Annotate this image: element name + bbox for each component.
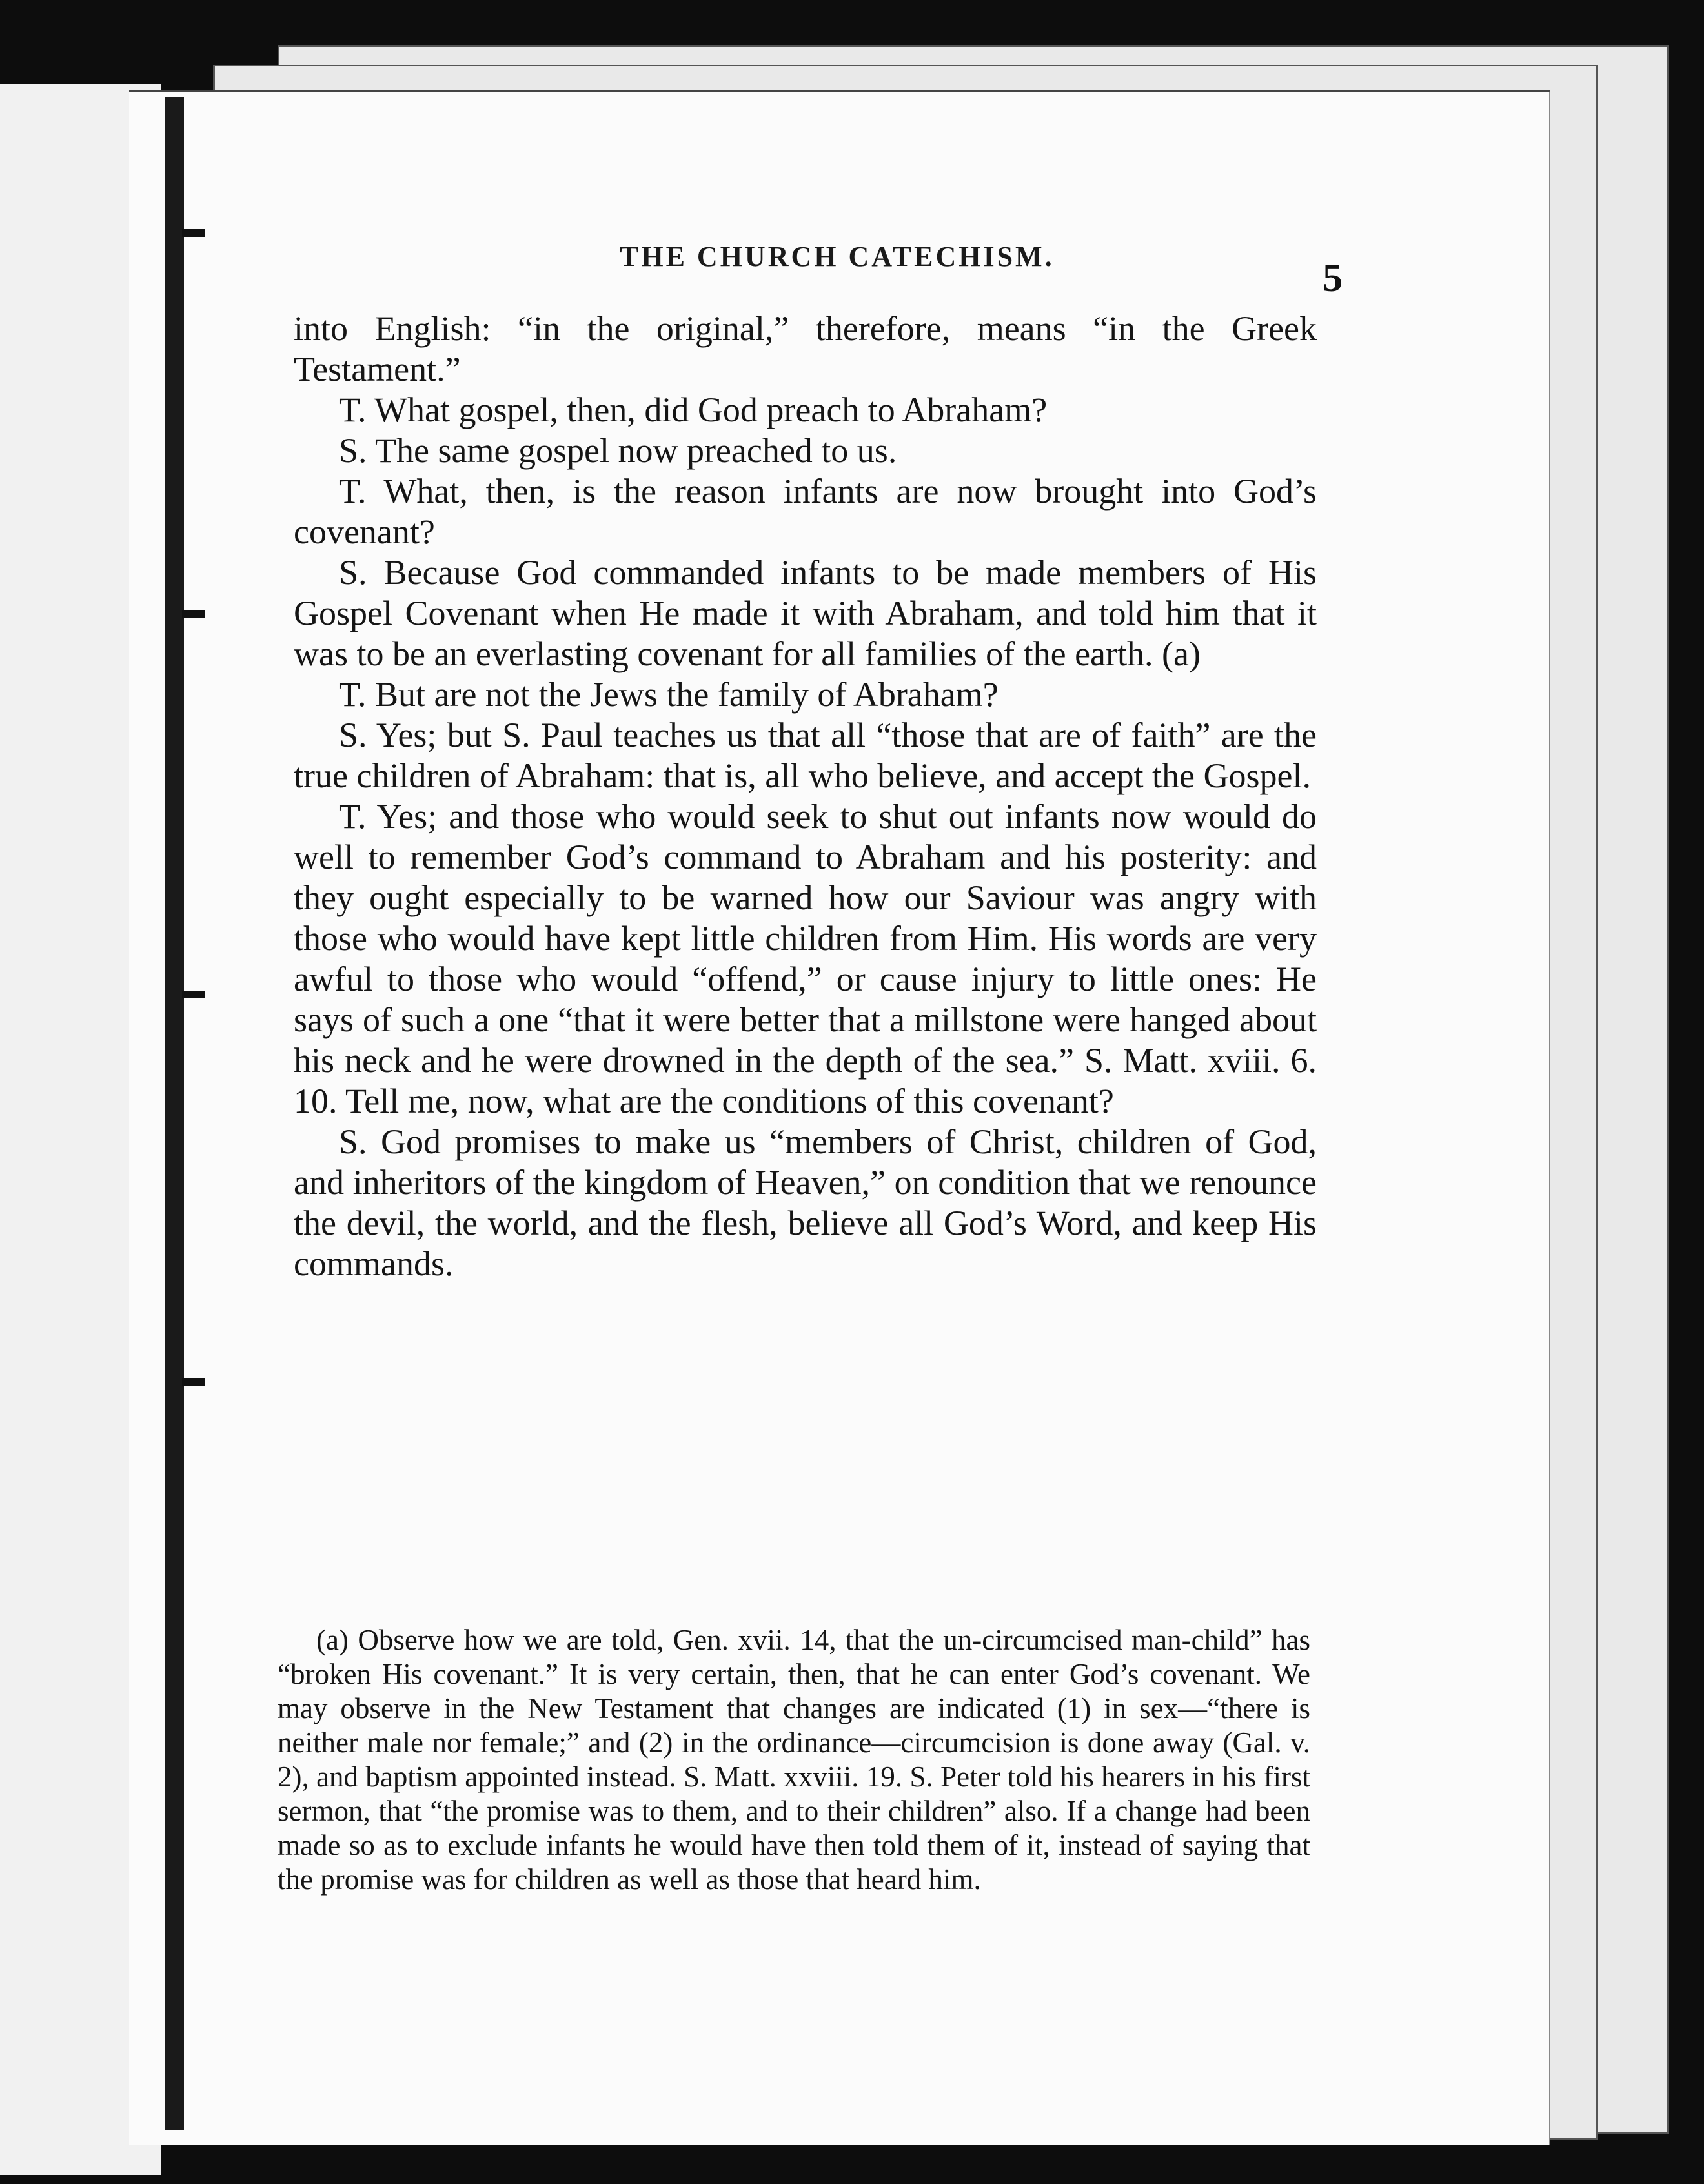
paragraph: T. What, then, is the reason infants are now brought into God’s covenant? — [294, 472, 1317, 551]
binding-stitch — [182, 610, 205, 618]
book-spine — [165, 97, 184, 2130]
paragraph: T. But are not the Jews the family of Abraham? — [339, 675, 999, 714]
paragraph: T. Yes; and those who would seek to shut out infants now would do well to remember God’s command to Abraham and his posterity: and they ought especially to be warned how our Saviour was angry with those who would have kept little children from Him. His words are very awful to those who would “offend,” or cause injury to little ones: He says of such a one “that it were better that a millstone were hanged about his neck and he were drowned in the depth of the sea.” S. Matt. xviii. 6. 10. Tell me, now, what are the conditions of this covenant? — [294, 797, 1317, 1120]
paragraph: S. God promises to make us “members of Christ, children of God, and inheritors of the kingdom of Heaven,” on condition that we renounce the devil, the world, and the flesh, believe all God’s Word, and keep His commands. — [294, 1122, 1317, 1283]
page-number: 5 — [1323, 256, 1343, 300]
paragraph: T. What gospel, then, did God preach to Abraham? — [339, 390, 1048, 429]
body-text — [294, 308, 1317, 1284]
binding-stitch — [182, 1378, 205, 1386]
paragraph: into English: “in the original,” therefore, means “in the Greek Testament.” — [294, 309, 1317, 389]
binding-stitch — [182, 991, 205, 998]
running-title: THE CHURCH CATECHISM. — [620, 241, 1055, 272]
footnote — [278, 1623, 1310, 1897]
paragraph: S. Yes; but S. Paul teaches us that all “those that are of faith” are the true children of Abraham: that is, all who believe, and accept the Gospel. — [294, 716, 1317, 795]
paragraph: S. The same gospel now preached to us. — [339, 431, 897, 470]
footnote-text: (a) Observe how we are told, Gen. xvii. 14, that the un-circumcised man-child” has “broken His covenant.” It is very certain, then, that he can enter God’s covenant. We may observe in the New Testament that changes are indicated (1) in sex—“there is neither male nor female;” and (2) in the ordinance—circumcision is done away (Gal. v. 2), and baptism appointed instead. S. Matt. xxviii. 19. S. Peter told his hearers in his first sermon, that “the promise was to them, and to their children” also. If a change had been made so as to exclude infants he would have then told them of it, instead of saying that the promise was for children as well as those that heard him. — [278, 1624, 1310, 1896]
paragraph: S. Because God commanded infants to be made members of His Gospel Covenant when He made it with Abraham, and told him that it was to be an everlasting covenant for all families of the earth. (a) — [294, 553, 1317, 673]
binding-stitch — [182, 229, 205, 237]
